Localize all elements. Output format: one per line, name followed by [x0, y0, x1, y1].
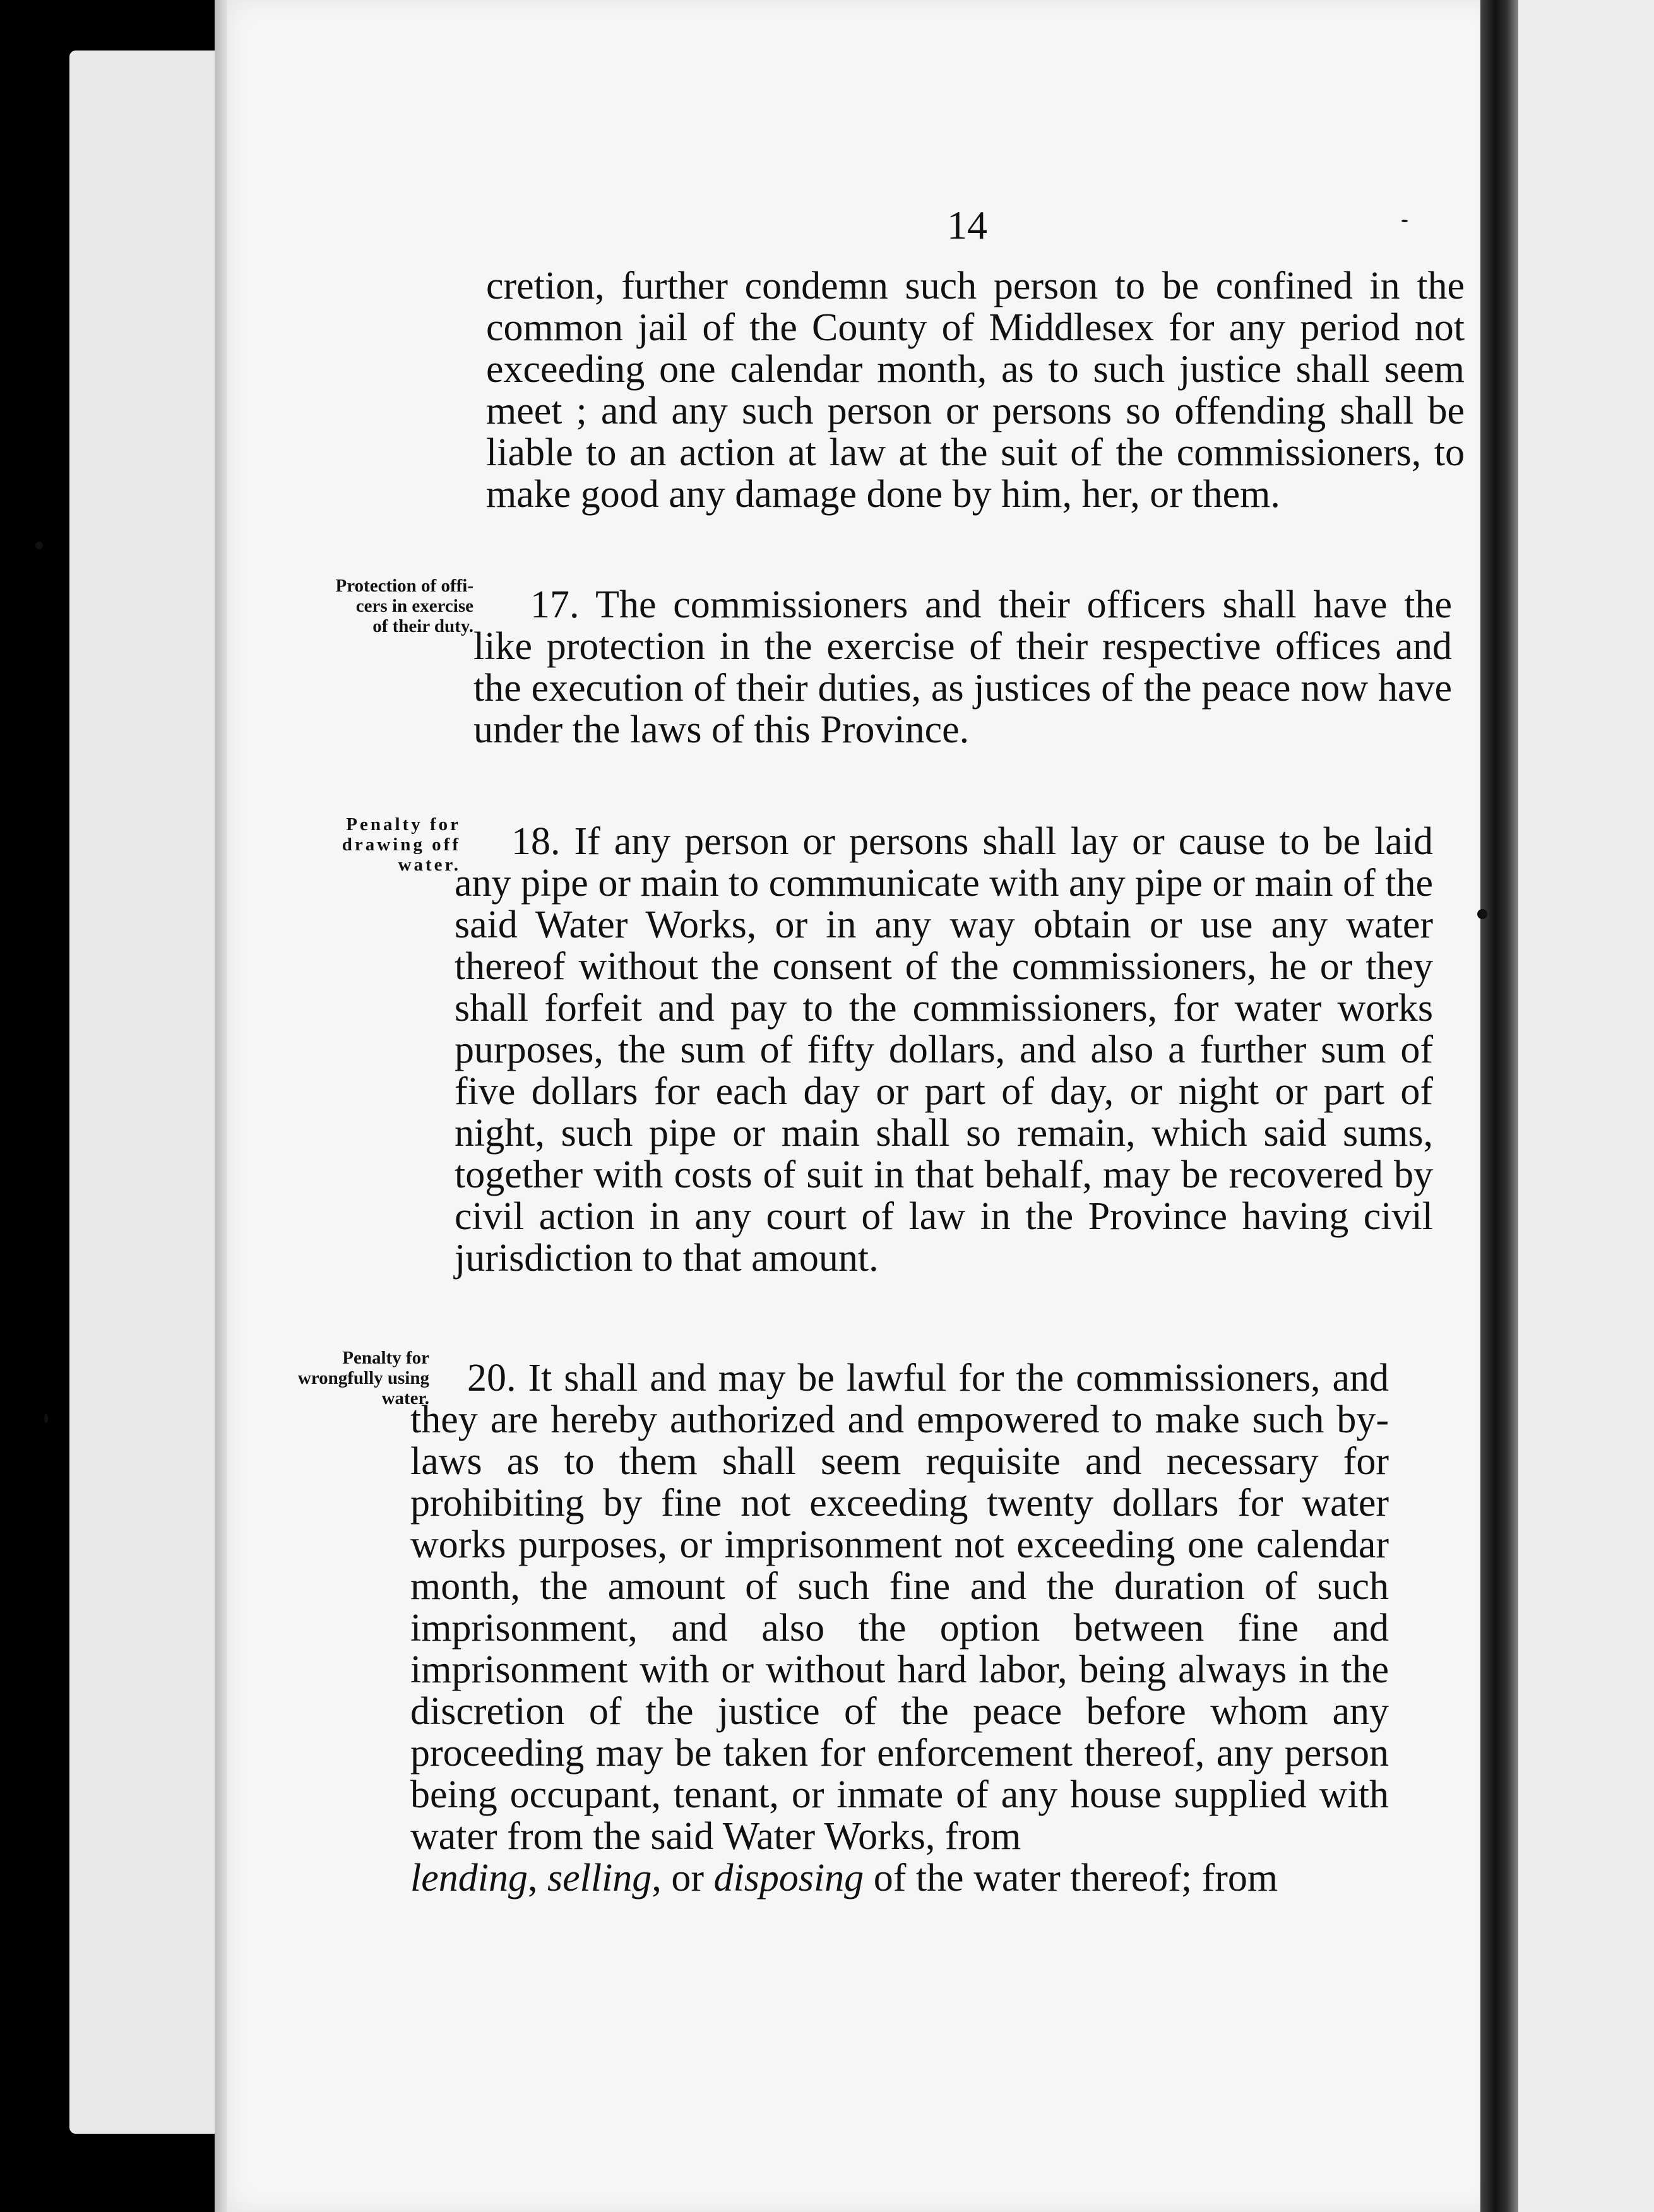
separator-2: , or	[651, 1857, 704, 1900]
italic-selling: selling	[547, 1857, 652, 1900]
section-20	[410, 1357, 1389, 1899]
scan-speck	[35, 542, 43, 549]
section-18-text: If any person or persons shall lay or cause to be laid any pipe or main to communicate with any pipe or main of the said Water Works, or in any way obtain or use any water thereof without the consent of the commissioners, he or they shall forfeit and pay to the commissioners, for water works purposes, the sum of fifty dollars, and also a further sum of five dollars for each day or part of day, or night or part of night, such pipe or main shall so remain, which said sums, together with costs of suit in that behalf, may be recovered by civil action in any court of law in the Province having civil jurisdiction to that amount.	[455, 820, 1433, 1280]
section-17	[473, 584, 1452, 751]
scan-speck	[1477, 909, 1487, 919]
section-18	[455, 821, 1433, 1279]
margin-note-protection: Protection of offi- cers in exercise of their duty.	[335, 576, 473, 636]
scan-speck	[1401, 220, 1408, 222]
separator-1: ,	[527, 1857, 538, 1900]
book-binding-strip	[1480, 0, 1518, 2212]
section-18-number: 18.	[511, 820, 561, 863]
section-continuation	[486, 265, 1465, 515]
section-continuation-text: cretion, further condemn such person to be confined in the common jail of the County of Middlesex for any period not exceeding one calendar month, as to such justice shall seem meet ; and any such person or persons so offending shall be liable to an action at law at the suit of the commissioners, to make good any damage done by him, her, or them.	[486, 265, 1465, 516]
facing-page-edge	[1518, 0, 1654, 2212]
italic-disposing: disposing	[713, 1857, 864, 1900]
section-17-paragraph	[473, 584, 1452, 751]
scan-speck	[44, 1414, 48, 1423]
italic-lending: lending	[410, 1857, 528, 1900]
section-18-paragraph	[455, 821, 1433, 1279]
section-17-number: 17.	[530, 583, 580, 626]
section-20-number: 20.	[467, 1357, 516, 1400]
margin-note-drawing-off: Penalty for drawing off water.	[342, 814, 461, 875]
margin-note-wrongfully-using: Penalty for wrongfully using water.	[297, 1348, 429, 1408]
section-20-text-end: of the water thereof; from	[873, 1857, 1278, 1900]
section-17-text: The commissioners and their officers shall have the like protection in the exercise of their respective offices and the execution of their duties, as justices of the peace now have under the laws of this Province.	[473, 583, 1452, 751]
section-20-text: It shall and may be lawful for the commissioners, and they are hereby authorized and empowered to make such by-laws as to them shall seem requisite and necessary for prohibiting by fine not exceeding twenty dollars for water works purposes, or imprisonment not exceeding one calendar month, the amount of such fine and the duration of such imprisonment, and also the option between fine and imprisonment with or without hard labor, being always in the discretion of the justice of the peace before whom any proceeding may be taken for enforcement thereof, any person being occupant, tenant, or inmate of any house supplied with water from the said Water Works, from	[410, 1357, 1389, 1858]
page-number: 14	[947, 203, 987, 247]
section-20-paragraph	[410, 1357, 1389, 1899]
